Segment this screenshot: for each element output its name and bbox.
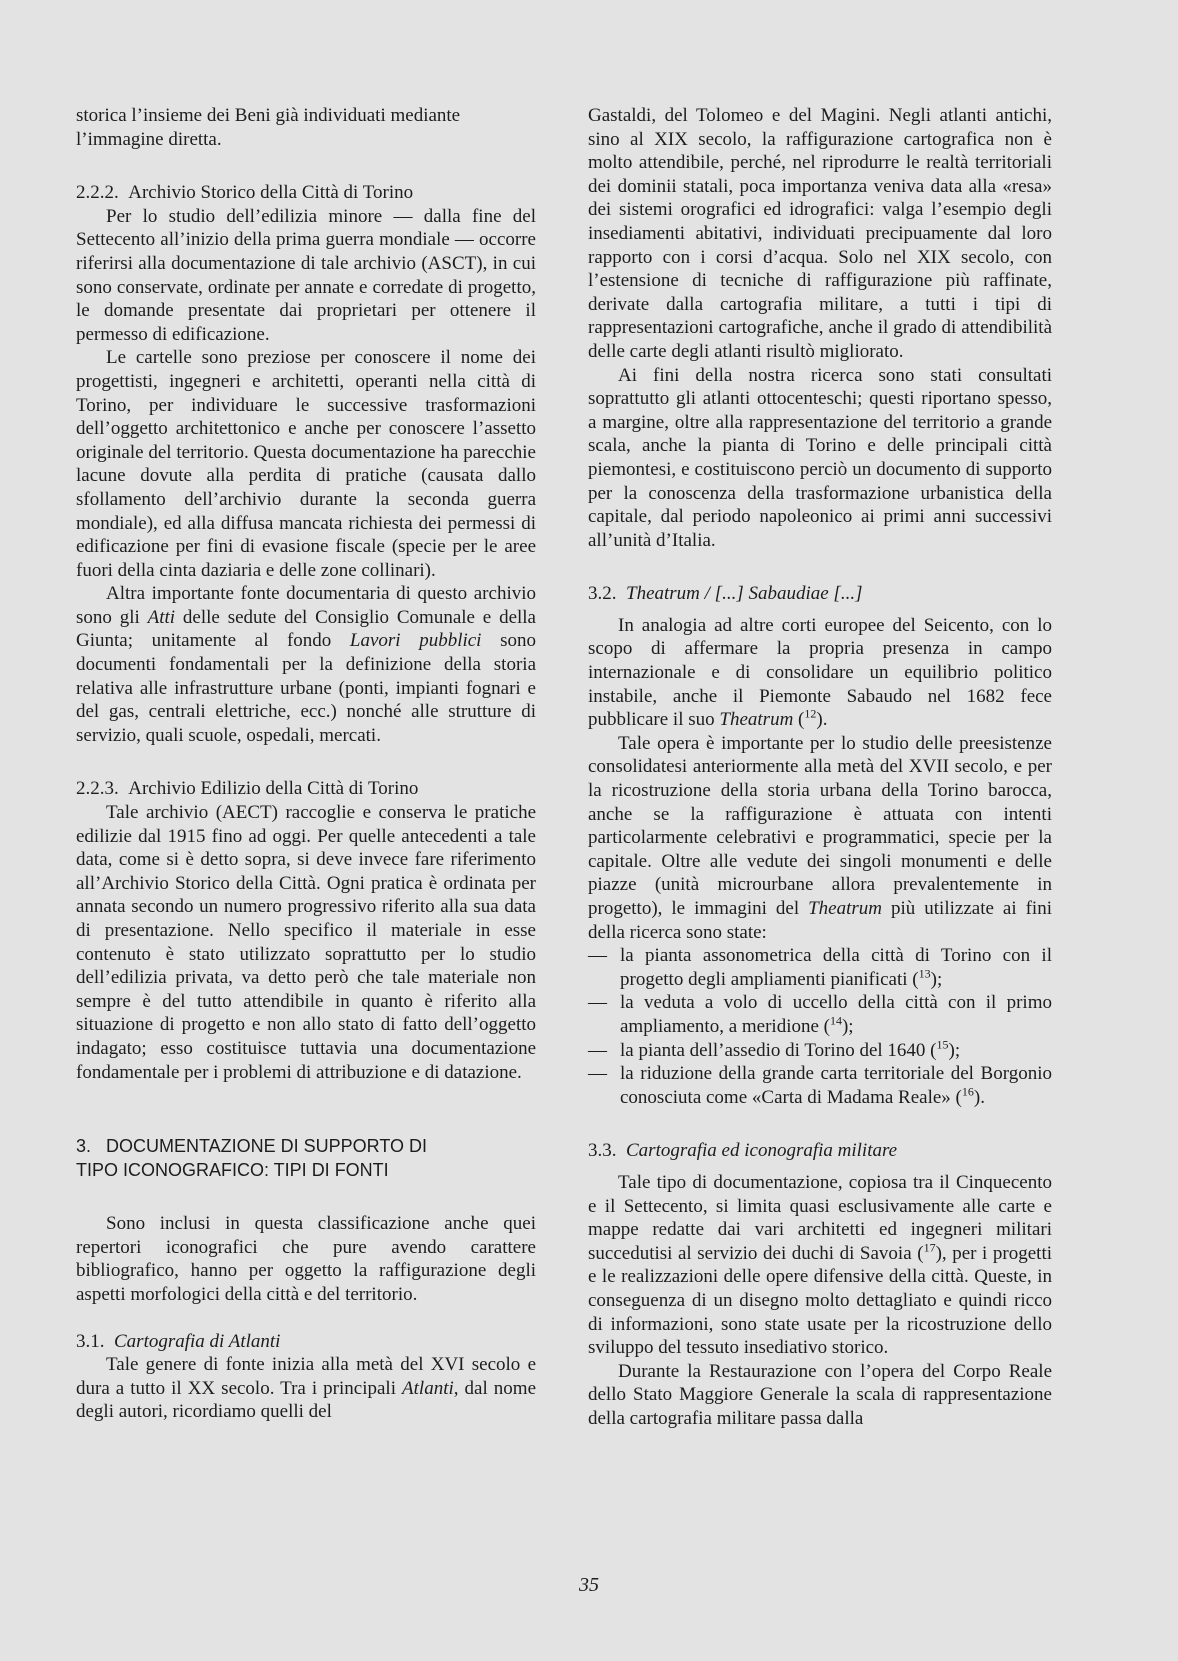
italic-run: Atti xyxy=(147,606,176,628)
text-run: ), per i progetti e le realizzazioni delle opere difensive della città. Queste, in conseguenza di un disegno molto dettagliato e quindi ricco di informazioni, sono state usate per la ricostruzione dello sviluppo del tessuto insediativo storico. xyxy=(588,1242,1053,1359)
text-run: ). xyxy=(816,709,828,731)
paragraph: Sono inclusi in questa classificazione anche quei repertori iconografici che pure avendo carattere bibliografico, hanno per oggetto la raffigurazione degli aspetti morfologici della città e del territorio. xyxy=(76,1213,536,1305)
paragraph xyxy=(588,1171,1052,1360)
text-run: Tale genere di fonte inizia alla metà del XVI secolo e dura a tutto il XX secolo. Tra i principali xyxy=(76,1354,536,1399)
right-column xyxy=(588,104,1052,1430)
text-run: la pianta assonometrica della città di Torino con il progetto degli ampliamenti pianificati ( xyxy=(620,945,1052,990)
paragraph xyxy=(588,614,1052,732)
heading-title: Cartografia di Atlanti xyxy=(114,1330,281,1352)
list-item xyxy=(588,1039,1052,1063)
paragraph xyxy=(76,1353,536,1424)
intro-paragraph: storica l’insieme dei Beni già individuati mediante l’immagine diretta. xyxy=(76,105,461,150)
page-number: 35 xyxy=(579,1574,599,1596)
paragraph: Durante la Restaurazione con l’opera del Corpo Reale dello Stato Maggiore Generale la scala di rappresentazione della cartografia militare passa dalla xyxy=(588,1360,1052,1429)
dash-marker: — xyxy=(588,992,607,1014)
left-column xyxy=(76,104,536,1424)
heading-title: Archivio Storico della Città di Torino xyxy=(128,182,414,204)
italic-run: Theatrum xyxy=(719,709,794,731)
heading-3-3 xyxy=(588,1139,1052,1163)
list-item xyxy=(588,1062,1052,1109)
text-run: la riduzione della grande carta territoriale del Borgonio conosciuta come «Carta di Madama Reale» ( xyxy=(620,1063,1052,1108)
heading-number: 3.2. xyxy=(588,583,617,605)
text-run: sono documenti fondamentali per la definizione della storia relativa alle infrastrutture urbane (ponti, impianti fognari e del gas, centrali elettriche, ecc.) nonché alle strutture di servizio, quali scuole, ospedali, mercati. xyxy=(76,630,536,746)
text-run: , dal nome degli autori, ricordiamo quelli del xyxy=(76,1377,536,1423)
dash-marker: — xyxy=(588,945,607,967)
section-number: 3. xyxy=(76,1136,92,1157)
text-run: Tale tipo di documentazione, copiosa tra il Cinquecento e il Settecento, si limita quasi esclusivamente alle carte e mappe redatte dai vari architetti ed ingegneri militari succedutisi al servizio dei duchi di Savoia ( xyxy=(588,1171,1052,1264)
heading-number: 3.1. xyxy=(76,1330,105,1352)
italic-run: Lavori pubblici xyxy=(349,630,482,652)
paragraph: Ai fini della nostra ricerca sono stati consultati soprattutto gli atlanti ottocenteschi; questi riportano spesso, a margine, oltre alla rappresentazione del territorio a grande scala, anche la pianta di Torino e delle principali città piemontesi, e costituiscono perciò un documento di supporto per la conoscenza della trasformazione urbanistica della capitale, dal periodo napoleonico ai primi anni successivi all’unità d’Italia. xyxy=(588,364,1052,551)
text-run: Tale opera è importante per lo studio delle preesistenze consolidatesi anteriormente alla metà del XVII secolo, e per la ricostruzione della storia urbana della Torino barocca, anche se la raffigurazione è attuata con intenti particolarmente celebrativi e programmatici, specie per la capitale. Oltre alle vedute dei singoli monumenti e delle piazze (unità microurbane allora prevalentemente in progetto), le immagini del xyxy=(588,732,1052,919)
heading-number: 2.2.3. xyxy=(76,778,119,800)
heading-2-2-2 xyxy=(76,181,536,205)
paragraph xyxy=(76,582,536,747)
section-title-line xyxy=(76,1134,536,1158)
footnote-ref: 13 xyxy=(918,966,931,981)
section-title-line xyxy=(76,1158,536,1182)
footnote-ref: 17 xyxy=(923,1240,936,1255)
list-item xyxy=(588,991,1052,1038)
italic-run: Theatrum xyxy=(808,898,883,919)
text-run: delle sedute del Consiglio Comunale e della Giunta; unitamente al fondo xyxy=(76,606,536,652)
text-run: più utilizzate ai fini della ricerca sono state: xyxy=(588,898,1052,943)
text-run: ); xyxy=(841,1015,854,1037)
text-run: la pianta dell’assedio di Torino del 1640 ( xyxy=(620,1039,937,1061)
footnote-ref: 15 xyxy=(936,1037,949,1052)
paragraph xyxy=(588,732,1052,944)
text-run: ); xyxy=(930,968,943,990)
heading-title: Theatrum / [...] Sabaudiae [...] xyxy=(626,583,863,605)
paragraph: Gastaldi, del Tolomeo e del Magini. Negli atlanti antichi, sino al XIX secolo, la raffigurazione cartografica non è molto attendibile, perché, nel riprodurre le realtà territoriali dei dominii statali, poca importanza veniva data alla «resa» dei sistemi orografici ed idrografici: valga l’esempio degli insediamenti abitativi, individuati precipuamente dal loro rapporto con i corsi d’acqua. Solo nel XIX secolo, con l’estensione di tecniche di raffigurazione più raffinate, derivate dalla cartografia militare, a tutti i tipi di rappresentazioni cartografiche, anche il grado di attendibilità delle carte degli atlanti risultò migliorato. xyxy=(588,105,1052,362)
section-title-text: DOCUMENTAZIONE DI SUPPORTO DI xyxy=(106,1136,428,1157)
heading-title: Cartografia ed iconografia militare xyxy=(626,1140,898,1162)
paragraph: Le cartelle sono preziose per conoscere il nome dei progettisti, ingegneri e architetti, operanti nella città di Torino, per individuare le successive trasformazioni dell’oggetto architettonico e anche per conoscere l’assetto originale del territorio. Questa documentazione ha parecchie lacune dovute alla perdita di pratiche (causata dallo sfollamento dell’archivio durante la seconda guerra mondiale), ed alla diffusa mancata richiesta dei permessi di edificazione per fini di evasione fiscale (specie per le aree fuori della cinta daziaria e delle zone collinari). xyxy=(76,347,536,581)
dash-marker: — xyxy=(588,1063,607,1085)
section-3-title xyxy=(76,1134,536,1182)
heading-2-2-3 xyxy=(76,777,536,801)
paragraph: Tale archivio (AECT) raccoglie e conserva le pratiche edilizie dal 1915 fino ad oggi. Per quelle antecedenti a tale data, come si è detto sopra, si deve invece fare riferimento all’Archivio Storico della Città. Ogni pratica è ordinata per annata secondo un numero progressivo riferito alla sua data di presentazione. Nello specifico il materiale in esse contenuto è stato utilizzato soprattutto per lo studio dell’edilizia privata, va detto però che tale materiale non sempre è del tutto attendibile in quanto è riferito alla situazione di progetto e non allo stato di fatto dell’oggetto indagato; esso costituisce tuttavia una documentazione fondamentale per i problemi di attribuzione e di datazione. xyxy=(76,802,536,1083)
paragraph: Per lo studio dell’edilizia minore — dalla fine del Settecento all’inizio della prima guerra mondiale — occorre riferirsi alla documentazione di tale archivio (ASCT), in cui sono conservate, ordinate per annate e corredate di progetto, le domande presentate dai proprietari per ottenere il permesso di edificazione. xyxy=(76,205,536,345)
dash-list xyxy=(588,944,1052,1109)
heading-number: 2.2.2. xyxy=(76,182,119,204)
footnote-ref: 14 xyxy=(829,1013,842,1028)
text-run: ). xyxy=(973,1086,985,1108)
footnote-ref: 16 xyxy=(961,1084,974,1099)
section-title-text: TIPO ICONOGRAFICO: TIPI DI FONTI xyxy=(76,1160,389,1181)
text-run: In analogia ad altre corti europee del Seicento, con lo scopo di affermare la propria presenza in campo internazionale e di consolidare un equilibrio politico instabile, anche il Piemonte Sabaudo nel 1682 fece pubblicare il suo xyxy=(588,614,1052,731)
text-run: ( xyxy=(793,709,805,731)
text-run: ); xyxy=(948,1039,961,1061)
heading-number: 3.3. xyxy=(588,1140,617,1162)
text-run: la veduta a volo di uccello della città con il primo ampliamento, a meridione ( xyxy=(620,992,1052,1037)
heading-title: Archivio Edilizio della Città di Torino xyxy=(128,778,419,800)
heading-3-2 xyxy=(588,582,1052,606)
heading-3-1 xyxy=(76,1330,536,1354)
italic-run: Atlanti xyxy=(402,1377,454,1399)
footnote-ref: 12 xyxy=(804,706,817,721)
list-item xyxy=(588,944,1052,991)
dash-marker: — xyxy=(588,1039,607,1061)
text-run: Altra importante fonte documentaria di questo archivio sono gli xyxy=(76,583,536,628)
